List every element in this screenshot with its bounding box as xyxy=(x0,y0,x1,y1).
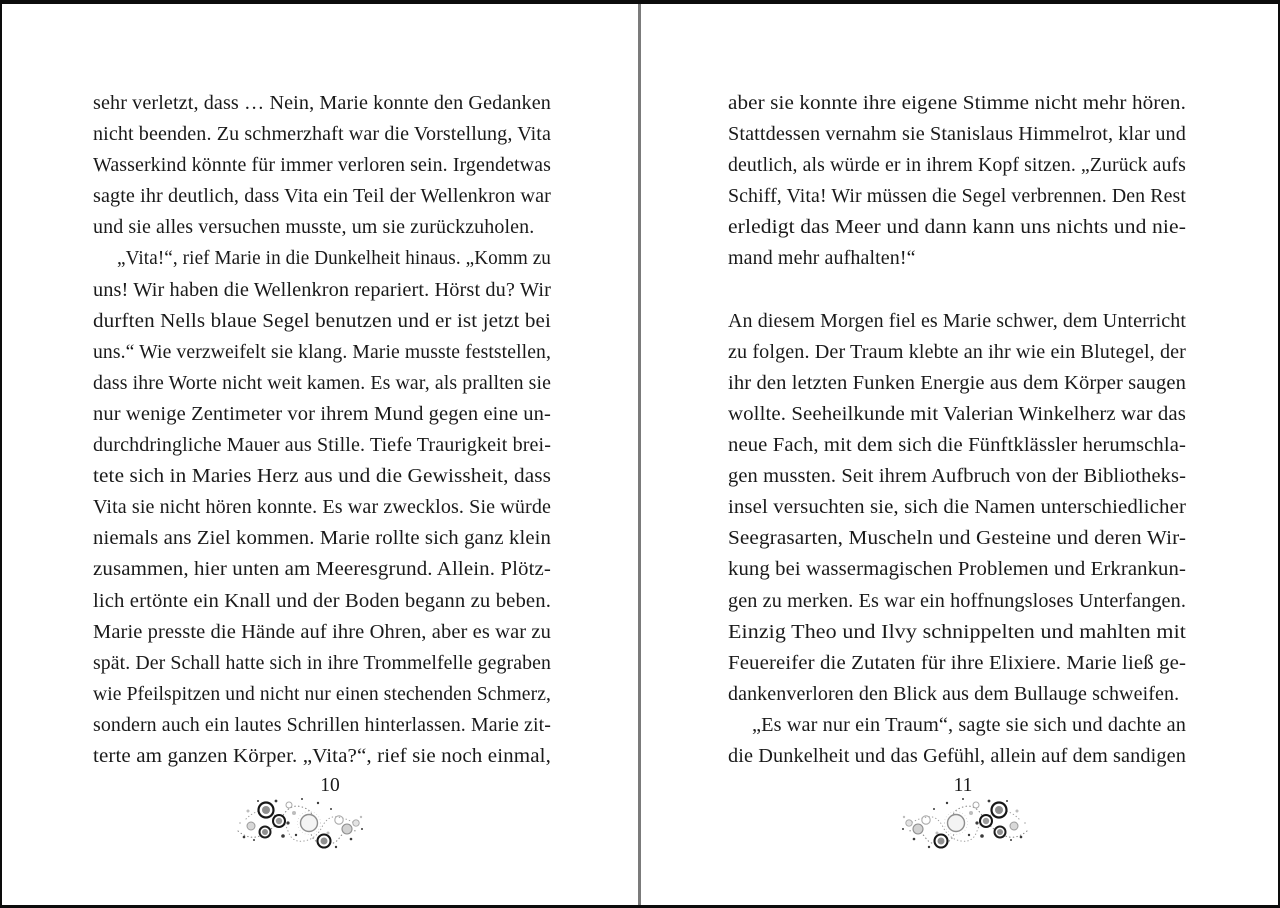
text-line: erledigt das Meer und dann kann uns nichts und nie- xyxy=(728,216,1186,239)
text-line: An diesem Morgen fiel es Marie schwer, dem Unterricht xyxy=(728,309,1186,332)
text-line: „Es war nur ein Traum“, sagte sie sich und dachte an xyxy=(752,713,1186,736)
text-line: kung bei wassermagischen Problemen und Erkrankun- xyxy=(728,558,1186,581)
text-line: Seegrasarten, Muscheln und Gesteine und deren Wir- xyxy=(728,527,1186,550)
text-line: spät. Der Schall hatte sich in ihre Trommelfelle gegraben xyxy=(93,651,551,674)
page-number-right: 11 xyxy=(953,775,973,796)
text-line: Stattdessen vernahm sie Stanislaus Himmelrot, klar und xyxy=(728,123,1186,146)
text-line: durften Nells blaue Segel benutzen und er ist jetzt bei xyxy=(93,309,551,332)
text-line: tete sich in Maries Herz aus und die Gewissheit, dass xyxy=(93,465,551,488)
page-left-text xyxy=(93,88,551,772)
text-line: Wasserkind könnte für immer verloren sein. Irgendetwas xyxy=(93,154,551,177)
text-line: aber sie konnte ihre eigene Stimme nicht mehr hören. xyxy=(728,92,1186,114)
text-line: durchdringliche Mauer aus Stille. Tiefe Traurigkeit brei- xyxy=(93,434,551,457)
text-line: sehr verletzt, dass … Nein, Marie konnte den Gedanken xyxy=(93,92,551,114)
text-line: insel versuchten sie, sich die Namen unterschiedlicher xyxy=(728,496,1186,519)
text-line: „Vita!“, rief Marie in die Dunkelheit hinaus. „Komm zu xyxy=(117,247,551,270)
bubbles-ornament-icon xyxy=(897,793,1029,851)
blank-line xyxy=(728,275,1186,306)
text-line: Einzig Theo und Ilvy schnippelten und mahlten mit xyxy=(728,620,1186,643)
text-line: wollte. Seeheilkunde mit Valerian Winkelherz war das xyxy=(728,402,1186,425)
text-line: dankenverloren den Blick aus dem Bullauge schweifen. xyxy=(728,682,1180,705)
text-line: Feuereifer die Zutaten für ihre Elixiere. Marie ließ ge- xyxy=(728,651,1186,674)
text-line: dass ihre Worte nicht weit kamen. Es war, als prallten sie xyxy=(93,371,551,394)
text-line: deutlich, als würde er in ihrem Kopf sitzen. „Zurück aufs xyxy=(728,154,1186,177)
text-line: uns! Wir haben die Wellenkron repariert. Hörst du? Wir xyxy=(93,278,551,301)
page-right-text xyxy=(728,88,1186,772)
text-line: ihr den letzten Funken Energie aus dem Körper saugen xyxy=(728,371,1186,394)
page-right xyxy=(641,4,1280,905)
text-line: sagte ihr deutlich, dass Vita ein Teil der Wellenkron war xyxy=(93,185,551,208)
text-line: nur wenige Zentimeter vor ihrem Mund gegen eine un- xyxy=(93,402,551,425)
text-line: die Dunkelheit und das Gefühl, allein auf dem sandigen xyxy=(728,744,1186,767)
bubbles-ornament-icon xyxy=(236,793,368,851)
text-line: gen mussten. Seit ihrem Aufbruch von der Bibliotheks- xyxy=(728,465,1186,488)
text-line: wie Pfeilspitzen und nicht nur einen stechenden Schmerz, xyxy=(93,682,551,705)
text-line: und sie alles versuchen musste, um sie zurückzuholen. xyxy=(93,216,535,239)
text-line: lich ertönte ein Knall und der Boden begann zu beben. xyxy=(93,589,551,612)
text-line: mand mehr aufhalten!“ xyxy=(728,247,916,270)
text-line: Marie presste die Hände auf ihre Ohren, aber es war zu xyxy=(93,620,551,643)
text-line: nicht beenden. Zu schmerzhaft war die Vorstellung, Vita xyxy=(93,123,551,146)
text-line: zu folgen. Der Traum klebte an ihr wie ein Blutegel, der xyxy=(728,340,1186,363)
page-number-left: 10 xyxy=(320,775,340,796)
text-line: neue Fach, mit dem sich die Fünftklässler herumschla- xyxy=(728,434,1186,457)
text-line: Vita sie nicht hören konnte. Es war zwecklos. Sie würde xyxy=(93,496,551,519)
page-left xyxy=(2,4,638,905)
text-line: niemals ans Ziel kommen. Marie rollte sich ganz klein xyxy=(93,527,551,550)
text-line: uns.“ Wie verzweifelt sie klang. Marie musste feststellen, xyxy=(93,340,551,363)
text-line: gen zu merken. Es war ein hoffnungsloses Unterfangen. xyxy=(728,589,1186,612)
text-line: sondern auch ein lautes Schrillen hinterlassen. Marie zit- xyxy=(93,713,551,736)
text-line: zusammen, hier unten am Meeresgrund. Allein. Plötz- xyxy=(93,558,551,581)
text-line: terte am ganzen Körper. „Vita?“, rief sie noch einmal, xyxy=(93,744,551,767)
text-line: Schiff, Vita! Wir müssen die Segel verbrennen. Den Rest xyxy=(728,185,1186,208)
